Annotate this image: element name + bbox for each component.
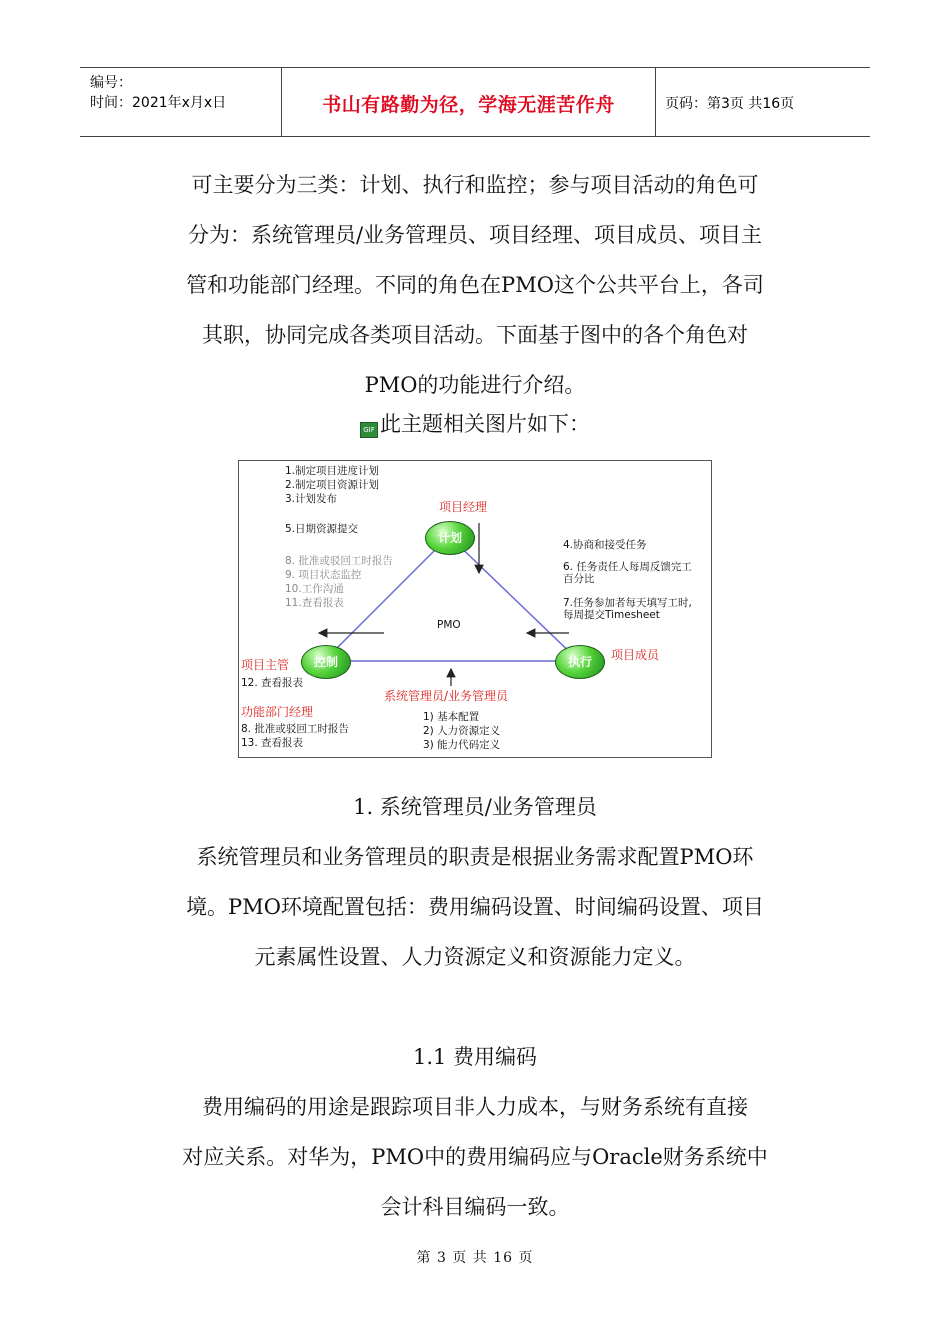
pm-task-grey: 10.工作沟通 xyxy=(285,583,344,595)
body-line: 对应关系。对华为，PMO中的费用编码应与Oracle财务系统中 xyxy=(182,1145,768,1169)
body-line: 其职，协同完成各类项目活动。下面基于图中的各个角色对 xyxy=(202,323,748,347)
pm-task: 5.日期资源提交 xyxy=(285,523,359,535)
body-line: PMO的功能进行介绍。 xyxy=(364,373,586,397)
node-control: 控制 xyxy=(301,645,351,679)
node-plan: 计划 xyxy=(425,521,475,555)
section-heading: 1.1 费用编码 xyxy=(412,1045,538,1069)
header-number-label: 编号： xyxy=(90,75,132,91)
pm-task: 1.制定项目进度计划 xyxy=(285,465,380,477)
body-line: 费用编码的用途是跟踪项目非人力成本，与财务系统有直接 xyxy=(202,1095,748,1119)
sysadmin-task: 3) 能力代码定义 xyxy=(423,739,501,751)
pmo-role-diagram xyxy=(238,460,712,758)
gif-image-icon[interactable]: GIF xyxy=(360,422,378,438)
member-task: 百分比 xyxy=(563,573,595,585)
body-line: 会计科目编码一致。 xyxy=(380,1195,570,1219)
node-execute: 执行 xyxy=(555,645,605,679)
pm-task: 2.制定项目资源计划 xyxy=(285,479,380,491)
image-caption: 此主题相关图片如下： xyxy=(380,412,590,436)
role-dept-manager: 功能部门经理 xyxy=(241,705,314,719)
sysadmin-task: 2) 人力资源定义 xyxy=(423,725,501,737)
member-task: 6. 任务责任人每周反馈完工 xyxy=(563,561,692,573)
pm-task: 3.计划发布 xyxy=(285,493,338,505)
body-line: 境。PMO环境配置包括：费用编码设置、时间编码设置、项目 xyxy=(186,895,764,919)
header-meta xyxy=(90,73,226,113)
member-task: 每周提交Timesheet xyxy=(563,609,660,621)
page-footer: 第 3 页 共 16 页 xyxy=(416,1250,534,1266)
role-supervisor: 项目主管 xyxy=(241,658,290,672)
image-caption-line xyxy=(120,409,830,439)
section-heading: 1. 系统管理员/业务管理员 xyxy=(353,795,597,819)
role-project-member: 项目成员 xyxy=(611,648,660,662)
header-divider xyxy=(655,68,656,136)
pm-task-grey: 11.查看报表 xyxy=(285,597,344,609)
sysadmin-task: 1) 基本配置 xyxy=(423,711,480,723)
pm-task-grey: 8. 批准或驳回工时报告 xyxy=(285,555,393,567)
body-line: 系统管理员和业务管理员的职责是根据业务需求配置PMO环 xyxy=(196,845,754,869)
pmo-center-label: PMO xyxy=(437,619,461,631)
header-page-info: 页码：第3页 共16页 xyxy=(665,96,795,112)
body-line: 分为：系统管理员/业务管理员、项目经理、项目成员、项目主 xyxy=(187,223,763,247)
member-task: 7.任务参加者每天填写工时, xyxy=(563,597,692,609)
dept-task: 8. 批准或驳回工时报告 xyxy=(241,723,349,735)
role-sysadmin: 系统管理员/业务管理员 xyxy=(384,689,509,703)
member-task: 4.协商和接受任务 xyxy=(563,539,647,551)
header-date-label: 时间：2021年x月x日 xyxy=(90,95,227,111)
body-line: 管和功能部门经理。不同的角色在PMO这个公共平台上，各司 xyxy=(186,273,764,297)
page-header xyxy=(80,67,870,137)
dept-task: 13. 查看报表 xyxy=(241,737,304,749)
body-line: 元素属性设置、人力资源定义和资源能力定义。 xyxy=(254,945,696,969)
pm-task-grey: 9. 项目状态监控 xyxy=(285,569,362,581)
role-project-manager: 项目经理 xyxy=(439,500,488,514)
header-motto: 书山有路勤为径，学海无涯苦作舟 xyxy=(322,94,615,116)
body-line: 可主要分为三类：计划、执行和监控；参与项目活动的角色可 xyxy=(191,173,759,197)
supervisor-task: 12. 查看报表 xyxy=(241,677,304,689)
